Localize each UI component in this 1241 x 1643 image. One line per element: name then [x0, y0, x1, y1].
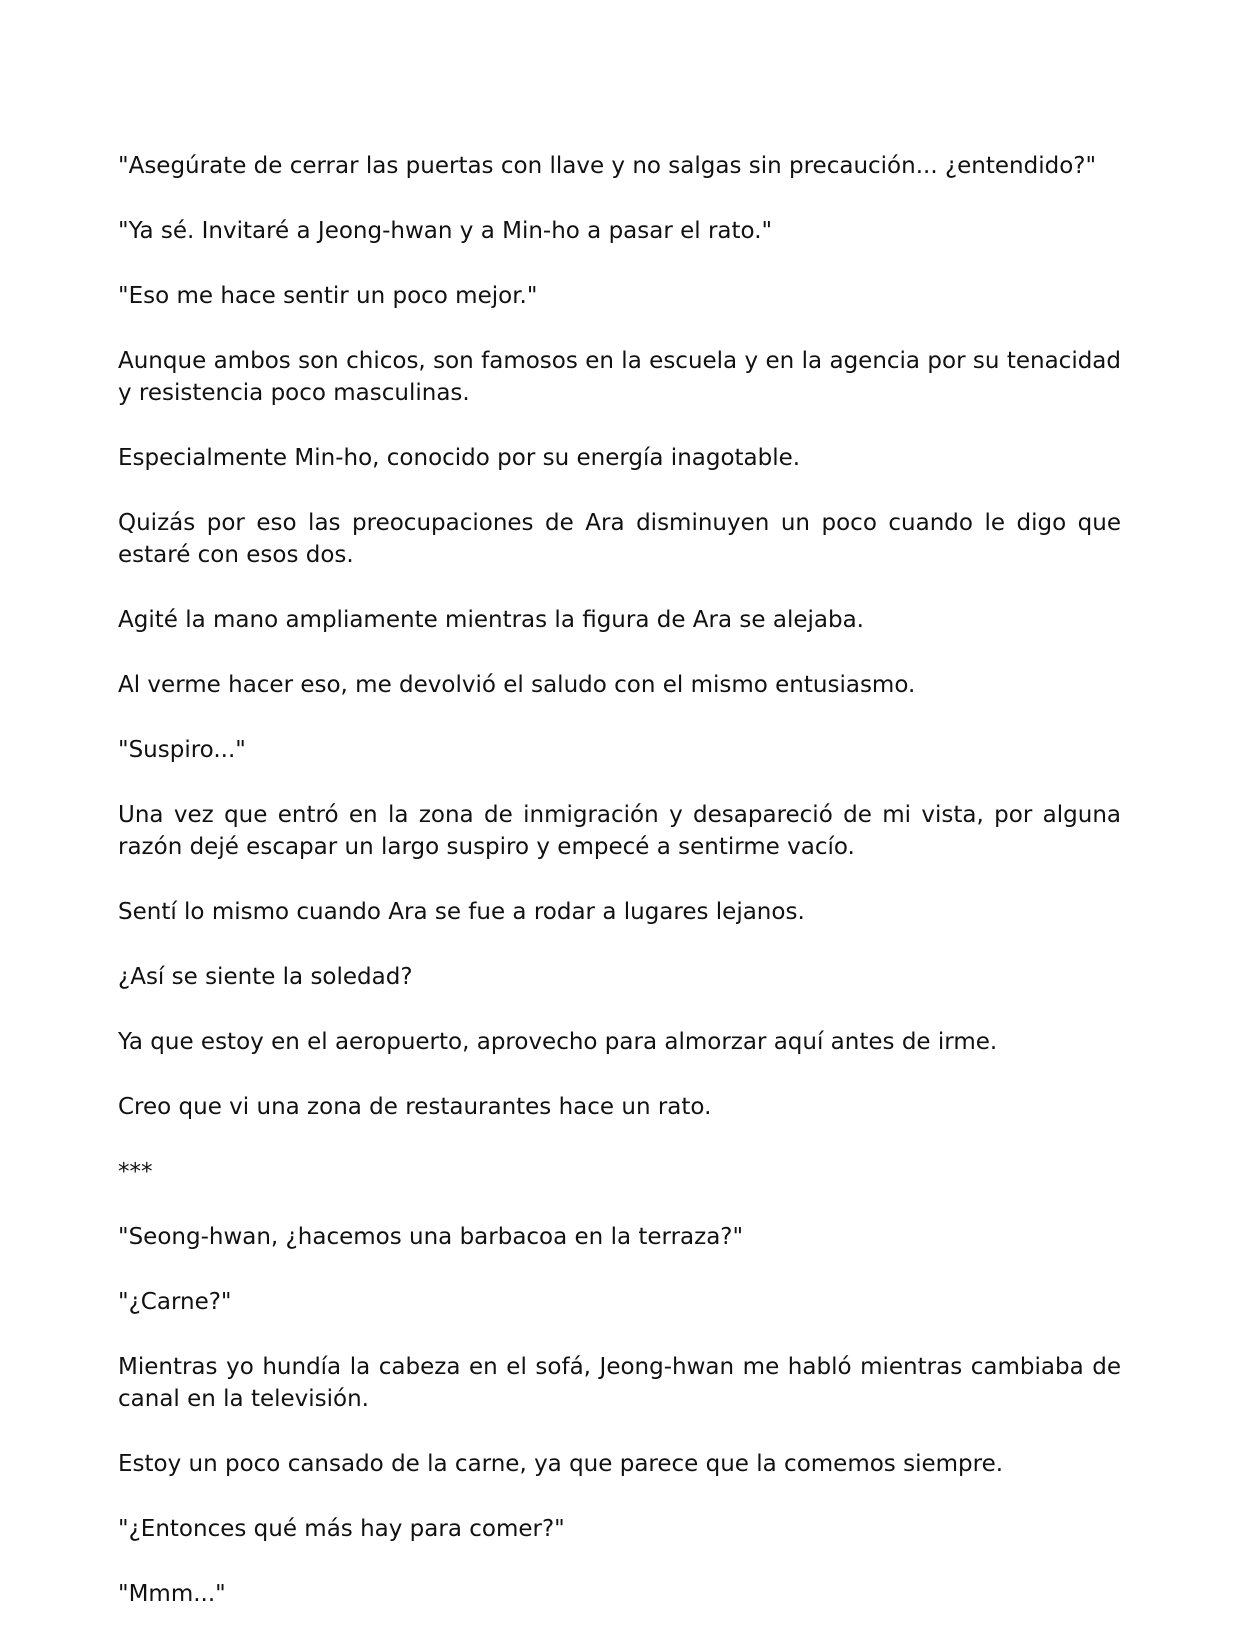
- paragraph: "Mmm...": [118, 1581, 226, 1607]
- paragraph: Mientras yo hundía la cabeza en el sofá, Jeong-hwan me habló mientras cambiaba de canal en la televisión.: [118, 1354, 1121, 1412]
- scene-break: ***: [118, 1159, 153, 1185]
- paragraph: Estoy un poco cansado de la carne, ya que parece que la comemos siempre.: [118, 1451, 1004, 1477]
- paragraph: "¿Carne?": [118, 1289, 232, 1315]
- paragraph: Aunque ambos son chicos, son famosos en la escuela y en la agencia por su tenacidad y resistencia poco masculinas.: [118, 348, 1121, 406]
- paragraph: "Seong-hwan, ¿hacemos una barbacoa en la terraza?": [118, 1224, 744, 1250]
- paragraph: Especialmente Min-ho, conocido por su energía inagotable.: [118, 445, 801, 471]
- paragraph: Sentí lo mismo cuando Ara se fue a rodar a lugares lejanos.: [118, 899, 805, 925]
- paragraph: Creo que vi una zona de restaurantes hace un rato.: [118, 1094, 712, 1120]
- paragraph: Agité la mano ampliamente mientras la figura de Ara se alejaba.: [118, 607, 864, 633]
- paragraph: "Ya sé. Invitaré a Jeong-hwan y a Min-ho a pasar el rato.": [118, 218, 773, 244]
- paragraph: "Eso me hace sentir un poco mejor.": [118, 283, 538, 309]
- document-body: [118, 150, 1121, 1643]
- paragraph: "Suspiro...": [118, 737, 246, 763]
- paragraph: Al verme hacer eso, me devolvió el saludo con el mismo entusiasmo.: [118, 672, 916, 698]
- paragraph: ¿Así se siente la soledad?: [118, 964, 413, 990]
- paragraph: Una vez que entró en la zona de inmigración y desapareció de mi vista, por alguna razón dejé escapar un largo suspiro y empecé a sentirme vacío.: [118, 802, 1121, 860]
- paragraph: "Asegúrate de cerrar las puertas con llave y no salgas sin precaución... ¿entendido?": [118, 153, 1097, 179]
- paragraph: Quizás por eso las preocupaciones de Ara disminuyen un poco cuando le digo que estaré con esos dos.: [118, 510, 1121, 568]
- paragraph: Ya que estoy en el aeropuerto, aprovecho para almorzar aquí antes de irme.: [118, 1029, 998, 1055]
- paragraph: "¿Entonces qué más hay para comer?": [118, 1516, 565, 1542]
